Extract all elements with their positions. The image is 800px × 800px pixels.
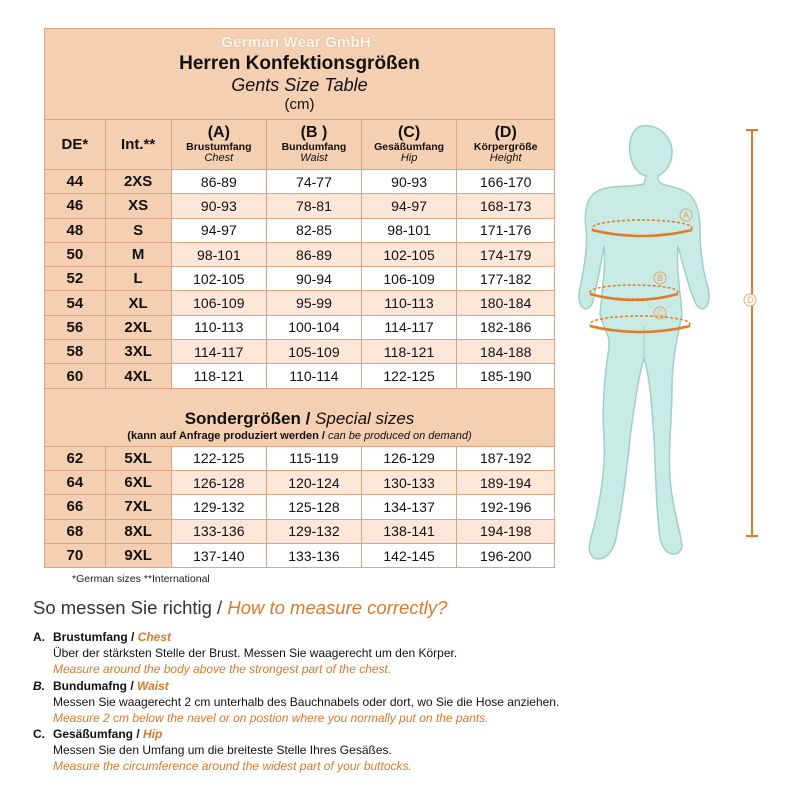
de-size: 70 (45, 544, 106, 567)
chest-value: 86-89 (172, 170, 268, 193)
instruction-waist-en: Measure 2 cm below the navel or on postion where you normally put on the pants. (53, 711, 489, 725)
de-size: 50 (45, 243, 106, 266)
chest-value: 110-113 (172, 316, 268, 339)
de-size: 52 (45, 267, 106, 290)
int-size: 9XL (106, 544, 172, 567)
height-value: 189-194 (457, 471, 554, 494)
waist-value: 95-99 (267, 291, 362, 314)
int-size: 3XL (106, 340, 172, 363)
hip-value: 130-133 (362, 471, 458, 494)
int-size: XS (106, 194, 172, 217)
hip-value: 110-113 (362, 291, 458, 314)
regular-size-rows (45, 169, 554, 388)
height-value: 194-198 (457, 520, 554, 543)
table-header-row (45, 119, 554, 169)
chest-value: 90-93 (172, 194, 268, 217)
waist-value: 125-128 (267, 495, 362, 518)
size-row (45, 169, 554, 193)
height-value: 174-179 (457, 243, 554, 266)
int-size: L (106, 267, 172, 290)
int-size: 7XL (106, 495, 172, 518)
hip-value: 94-97 (362, 194, 458, 217)
hip-value: 122-125 (362, 364, 458, 387)
height-value: 180-184 (457, 291, 554, 314)
mark-a: A (683, 210, 690, 220)
size-row (45, 315, 554, 339)
size-row (45, 193, 554, 217)
chest-value: 114-117 (172, 340, 268, 363)
header-chest: (A) Brustumfang Chest (172, 120, 268, 169)
hip-value: 90-93 (362, 170, 458, 193)
de-size: 44 (45, 170, 106, 193)
waist-value: 100-104 (267, 316, 362, 339)
size-row (45, 363, 554, 387)
de-size: 54 (45, 291, 106, 314)
chest-value: 133-136 (172, 520, 268, 543)
table-title-block (45, 29, 554, 119)
table-footnote: *German sizes **International (72, 573, 210, 585)
de-size: 68 (45, 520, 106, 543)
chest-value: 106-109 (172, 291, 268, 314)
height-value: 171-176 (457, 219, 554, 242)
hip-value: 106-109 (362, 267, 458, 290)
chest-value: 118-121 (172, 364, 268, 387)
chest-value: 102-105 (172, 267, 268, 290)
table-title-de: Herren Konfektionsgrößen (179, 53, 420, 74)
waist-value: 105-109 (267, 340, 362, 363)
hip-value: 142-145 (362, 544, 458, 567)
how-to-measure-heading: So messen Sie richtig / How to measure correctly? (33, 597, 448, 618)
int-size: M (106, 243, 172, 266)
header-hip: (C) Gesäßumfang Hip (362, 120, 458, 169)
height-value: 184-188 (457, 340, 554, 363)
waist-value: 129-132 (267, 520, 362, 543)
brand-name: German Wear GmbH© (221, 33, 378, 51)
header-height: (D) Körpergröße Height (457, 120, 554, 169)
de-size: 66 (45, 495, 106, 518)
size-row (45, 543, 554, 567)
height-value: 166-170 (457, 170, 554, 193)
instruction-chest-en: Measure around the body above the strongest part of the chest. (53, 662, 392, 676)
size-row (45, 266, 554, 290)
mark-b: B (657, 273, 664, 283)
height-value: 192-196 (457, 495, 554, 518)
de-size: 56 (45, 316, 106, 339)
hip-value: 134-137 (362, 495, 458, 518)
chest-value: 94-97 (172, 219, 268, 242)
int-size: S (106, 219, 172, 242)
mark-d: D (747, 295, 754, 305)
height-value: 196-200 (457, 544, 554, 567)
instruction-hip-en: Measure the circumference around the widest part of your buttocks. (53, 759, 412, 773)
size-row (45, 494, 554, 518)
waist-value: 90-94 (267, 267, 362, 290)
de-size: 60 (45, 364, 106, 387)
chest-value: 98-101 (172, 243, 268, 266)
int-size: 2XL (106, 316, 172, 339)
body-silhouette (579, 126, 709, 559)
header-int: Int.** (106, 120, 172, 169)
int-size: 5XL (106, 447, 172, 470)
instruction-chest: A. Brustumfang / Chest Über der stärksten Stelle der Brust. Messen Sie waagerecht um den Körper. Measure around the body above the strongest part of the chest. (33, 630, 458, 676)
instruction-waist: B. Bundumafng / Waist Messen Sie waagerecht 2 cm unterhalb des Bauchnabels oder dort, wo Sie die Hose anziehen. Measure 2 cm below the navel or on postion where you normally put on the pants. (33, 679, 560, 725)
chest-value: 126-128 (172, 471, 268, 494)
height-value: 185-190 (457, 364, 554, 387)
size-table (44, 28, 555, 568)
special-sizes-title: Sondergrößen / Special sizes (184, 408, 415, 428)
de-size: 46 (45, 194, 106, 217)
mark-c: C (657, 308, 664, 318)
waist-value: 78-81 (267, 194, 362, 217)
hip-value: 138-141 (362, 520, 458, 543)
de-size: 48 (45, 219, 106, 242)
body-measurement-figure (560, 118, 780, 578)
special-size-rows (45, 446, 554, 567)
special-sizes-note: (kann auf Anfrage produziert werden / can be produced on demand) (127, 429, 472, 442)
height-value: 177-182 (457, 267, 554, 290)
instruction-waist-de: Messen Sie waagerecht 2 cm unterhalb des Bauchnabels oder dort, wo Sie die Hose anziehen. (53, 695, 560, 709)
special-sizes-heading (45, 388, 554, 446)
waist-value: 86-89 (267, 243, 362, 266)
int-size: 4XL (106, 364, 172, 387)
de-size: 62 (45, 447, 106, 470)
instruction-hip-de: Messen Sie den Umfang um die breiteste Stelle Ihres Gesäßes. (53, 743, 392, 757)
size-row (45, 242, 554, 266)
int-size: 8XL (106, 520, 172, 543)
table-title-en: Gents Size Table (231, 75, 368, 95)
height-measure-line (744, 130, 758, 536)
chest-value: 137-140 (172, 544, 268, 567)
hip-value: 118-121 (362, 340, 458, 363)
hip-value: 126-129 (362, 447, 458, 470)
waist-value: 120-124 (267, 471, 362, 494)
waist-value: 82-85 (267, 219, 362, 242)
de-size: 64 (45, 471, 106, 494)
chest-value: 129-132 (172, 495, 268, 518)
hip-value: 114-117 (362, 316, 458, 339)
waist-value: 74-77 (267, 170, 362, 193)
header-waist: (B ) Bundumfang Waist (267, 120, 362, 169)
waist-value: 110-114 (267, 364, 362, 387)
int-size: XL (106, 291, 172, 314)
height-value: 182-186 (457, 316, 554, 339)
height-value: 187-192 (457, 447, 554, 470)
hip-value: 102-105 (362, 243, 458, 266)
header-de: DE* (45, 120, 106, 169)
size-row (45, 339, 554, 363)
int-size: 6XL (106, 471, 172, 494)
size-row (45, 470, 554, 494)
instruction-chest-de: Über der stärksten Stelle der Brust. Messen Sie waagerecht um den Körper. (53, 646, 458, 660)
table-unit: (cm) (284, 96, 315, 113)
height-value: 168-173 (457, 194, 554, 217)
size-row (45, 218, 554, 242)
waist-value: 115-119 (267, 447, 362, 470)
size-row (45, 446, 554, 470)
chest-value: 122-125 (172, 447, 268, 470)
de-size: 58 (45, 340, 106, 363)
int-size: 2XS (106, 170, 172, 193)
waist-value: 133-136 (267, 544, 362, 567)
size-row (45, 290, 554, 314)
hip-value: 98-101 (362, 219, 458, 242)
size-row (45, 519, 554, 543)
instruction-hip: C. Gesäßumfang / Hip Messen Sie den Umfang um die breiteste Stelle Ihres Gesäßes. Measure the circumference around the widest part of your buttocks. (33, 727, 412, 773)
